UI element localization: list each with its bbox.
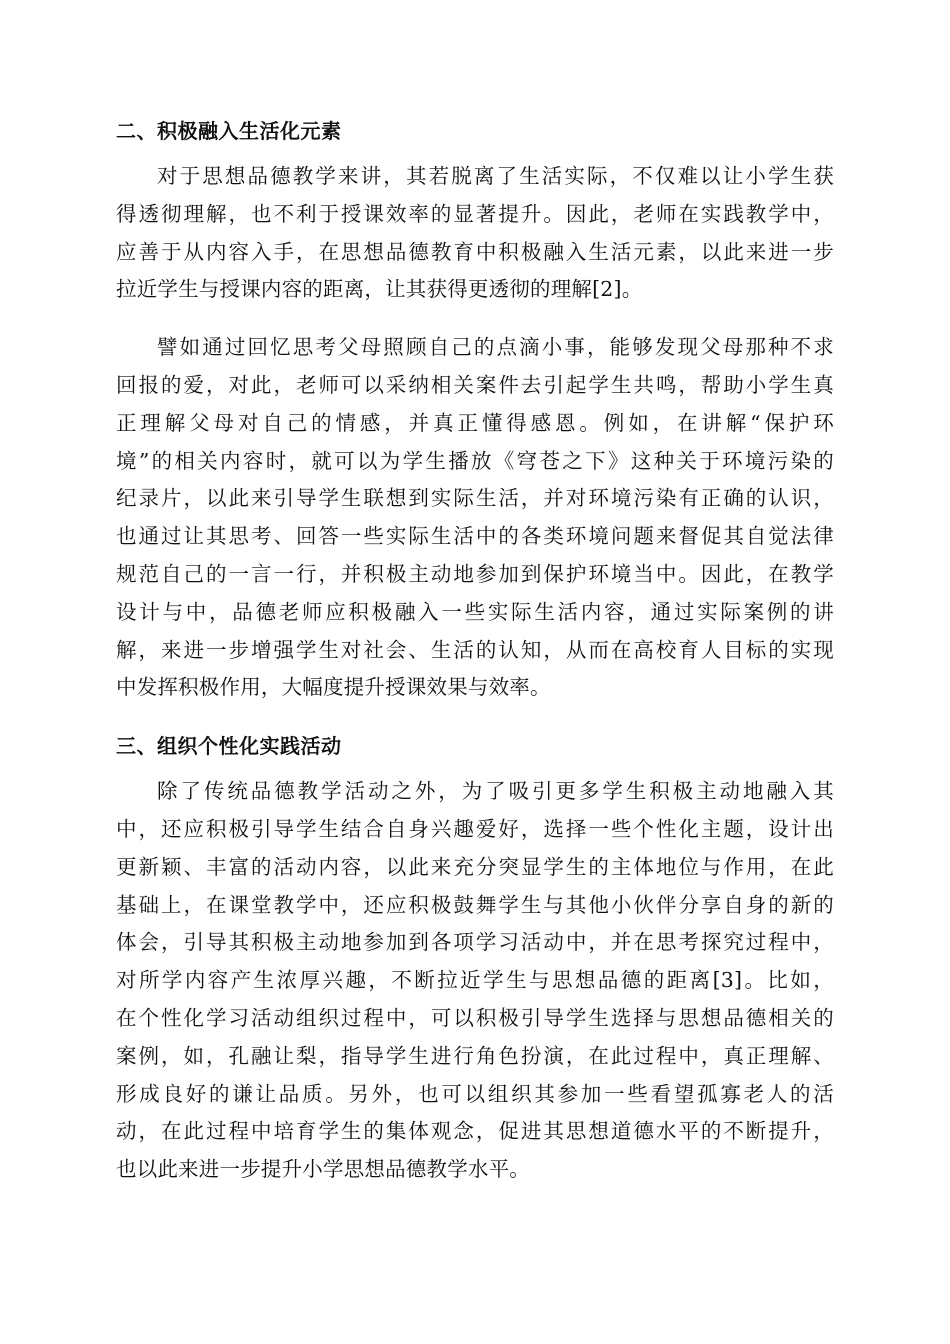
text-line: 回报的爱，对此，老师可以采纳相关案件去引起学生共鸣，帮助小学生真 (116, 372, 834, 397)
text-line: 体会，引导其积极主动地参加到各项学习活动中，并在思考探究过程中， (116, 930, 834, 955)
section-heading: 三、组织个性化实践活动 (116, 734, 342, 759)
text-line: 形成良好的谦让品质。另外，也可以组织其参加一些看望孤寡老人的活 (116, 1081, 834, 1106)
text-line: 得透彻理解，也不利于授课效率的显著提升。因此，老师在实践教学中， (116, 201, 834, 226)
section-heading: 二、积极融入生活化元素 (116, 119, 342, 143)
text-line: 对所学内容产生浓厚兴趣，不断拉近学生与思想品德的距离[3]。比如， (116, 968, 834, 993)
text-line: 基础上，在课堂教学中，还应积极鼓舞学生与其他小伙伴分享自身的新的 (116, 892, 834, 917)
paragraph (116, 158, 834, 309)
text-line: 也以此来进一步提升小学思想品德教学水平。 (116, 1157, 530, 1182)
text-line: 也通过让其思考、回答一些实际生活中的各类环境问题来督促其自觉法律 (116, 524, 834, 549)
text-line: 动，在此过程中培育学生的集体观念，促进其思想道德水平的不断提升， (116, 1119, 834, 1144)
text-line: 中，还应积极引导学生结合自身兴趣爱好，选择一些个性化主题，设计出 (116, 816, 834, 841)
text-line: 应善于从内容入手，在思想品德教育中积极融入生活元素，以此来进一步 (116, 239, 834, 264)
text-line: 纪录片，以此来引导学生联想到实际生活，并对环境污染有正确的认识， (116, 486, 834, 511)
text-line: 中发挥积极作用，大幅度提升授课效果与效率。 (116, 675, 551, 700)
text-line: 拉近学生与授课内容的距离，让其获得更透彻的理解[2]。 (116, 277, 643, 302)
paragraph (116, 773, 834, 1189)
text-line: 正理解父母对自己的情感，并真正懂得感恩。例如，在讲解“保护环 (116, 410, 834, 435)
text-line: 案例，如，孔融让梨，指导学生进行角色扮演，在此过程中，真正理解、 (116, 1043, 834, 1068)
text-line: 除了传统品德教学活动之外，为了吸引更多学生积极主动地融入其 (157, 779, 834, 804)
text-line: 境”的相关内容时，就可以为学生播放《穹苍之下》这种关于环境污染的 (116, 448, 834, 473)
text-line: 设计与中，品德老师应积极融入一些实际生活内容，通过实际案例的讲 (116, 599, 834, 624)
document-body (116, 112, 834, 1209)
paragraph (116, 329, 834, 707)
text-line: 更新颖、丰富的活动内容，以此来充分突显学生的主体地位与作用，在此 (116, 854, 834, 879)
text-line: 规范自己的一言一行，并积极主动地参加到保护环境当中。因此，在教学 (116, 561, 834, 586)
text-line: 在个性化学习活动组织过程中，可以积极引导学生选择与思想品德相关的 (116, 1005, 834, 1030)
text-line: 譬如通过回忆思考父母照顾自己的点滴小事，能够发现父母那种不求 (157, 335, 834, 360)
text-line: 解，来进一步增强学生对社会、生活的认知，从而在高校育人目标的实现 (116, 637, 834, 662)
text-line: 对于思想品德教学来讲，其若脱离了生活实际，不仅难以让小学生获 (157, 164, 834, 188)
